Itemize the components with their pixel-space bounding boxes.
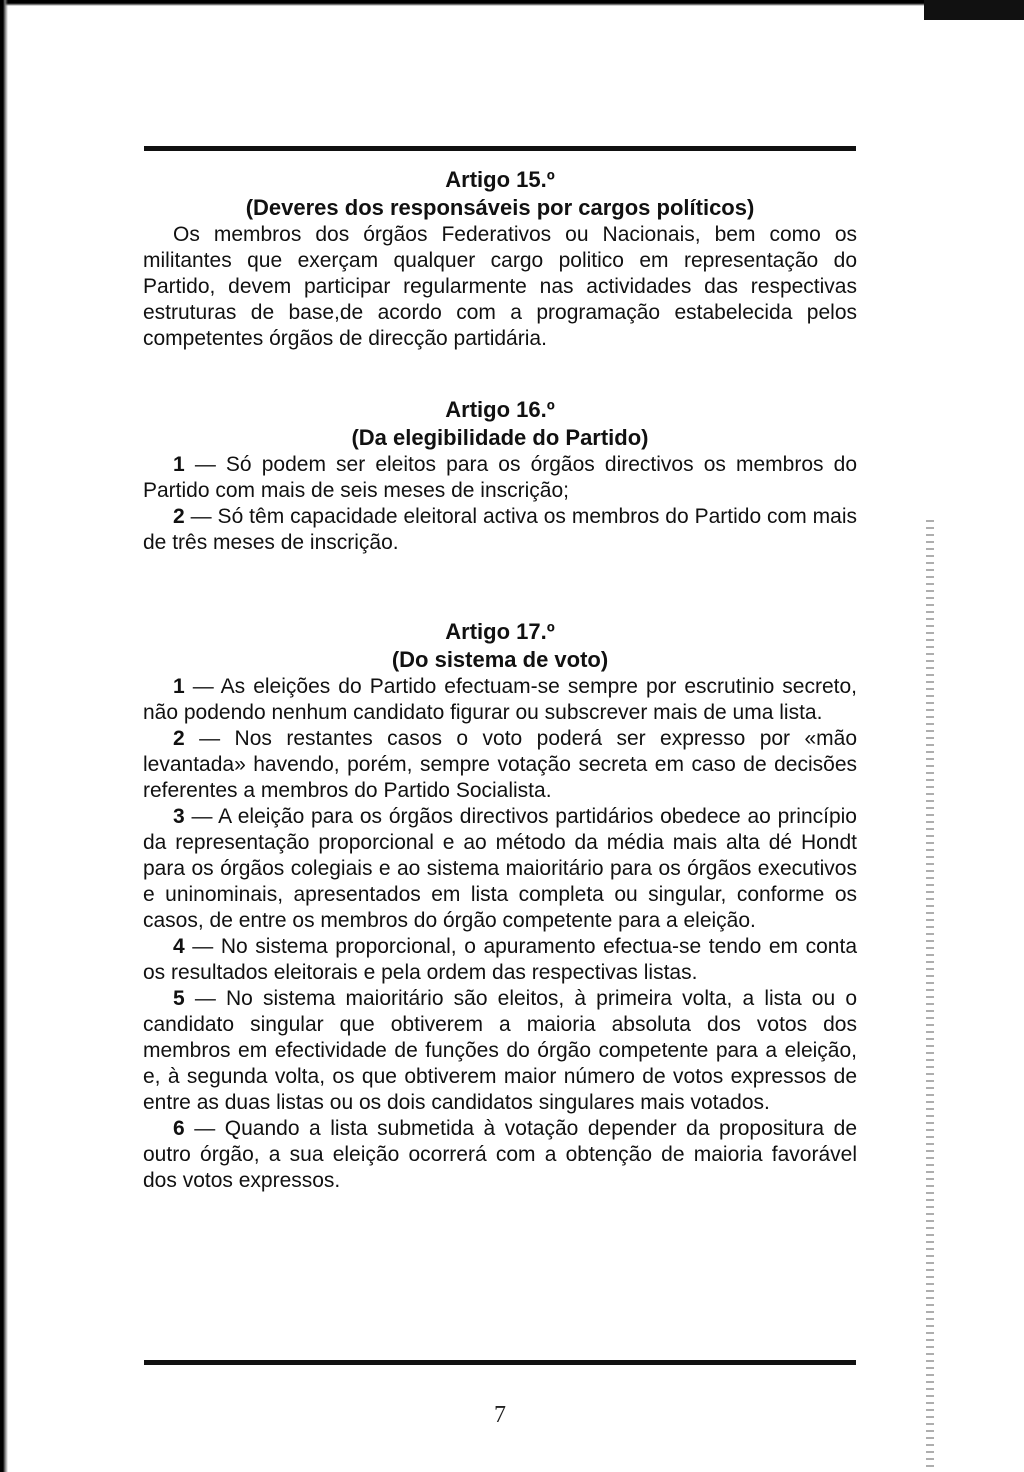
article-subtitle: (Deveres dos responsáveis por cargos políticos): [245, 195, 755, 220]
article-16: [143, 396, 857, 556]
paragraph-text: — A eleição para os órgãos directivos partidários obedece ao princípio da representação proporcional e ao método da média mais alta dé Hondt para os órgãos colegiais e ao sistema maioritário para os órgãos executivos e uninominais, apresentados em lista completa ou singular, conforme os casos, de entre os membros do órgão competente para a eleição.: [143, 805, 857, 932]
paragraph-text: — Quando a lista submetida à votação depender da propositura de outro órgão, a sua eleição ocorrerá com a obtenção de maioria favorável dos votos expressos.: [143, 1117, 857, 1192]
paragraph-number: 2: [173, 505, 185, 528]
paragraph-text: — Só têm capacidade eleitoral activa os membros do Partido com mais de três meses de inscrição.: [143, 505, 857, 554]
paragraph-number: 5: [173, 987, 185, 1010]
top-rule: [144, 146, 856, 151]
page-number: 7: [494, 1402, 506, 1428]
numbered-paragraph: [143, 934, 857, 986]
paragraph-number: 1: [173, 453, 185, 476]
paragraph-text: Os membros dos órgãos Federativos ou Nacionais, bem como os militantes que exerçam qualquer cargo politico em representação do Partido, devem participar regularmente nas actividades das respectivas estruturas de base,de acordo com a programação estabelecida pelos competentes órgãos de direcção partidária.: [143, 223, 857, 350]
numbered-paragraph: [143, 674, 857, 726]
article-heading: Artigo 16.º: [445, 397, 555, 422]
paragraph-text: — Só podem ser eleitos para os órgãos directivos os membros do Partido com mais de seis meses de inscrição;: [143, 453, 857, 502]
numbered-paragraph: [143, 452, 857, 504]
article-subtitle: (Da elegibilidade do Partido): [351, 425, 649, 450]
bottom-rule: [144, 1360, 856, 1365]
paragraph-text: — As eleições do Partido efectuam-se sempre por escrutinio secreto, não podendo nenhum candidato figurar ou subscrever mais de uma lista.: [143, 675, 857, 724]
paragraph-number: 4: [173, 935, 185, 958]
numbered-paragraph: [143, 804, 857, 934]
scan-border-top: [0, 0, 1024, 6]
article-17: [143, 618, 857, 1194]
scan-mark-top-right: [924, 0, 1024, 20]
numbered-paragraph: [143, 726, 857, 804]
paragraph-number: 3: [173, 805, 185, 828]
numbered-paragraph: [143, 504, 857, 556]
paragraph-text: — Nos restantes casos o voto poderá ser expresso por «mão levantada» havendo, porém, sempre votação secreta em caso de decisões referentes a membros do Partido Socialista.: [143, 727, 858, 802]
paragraph-number: 6: [173, 1117, 185, 1140]
paragraph-text: — No sistema maioritário são eleitos, à primeira volta, a lista ou o candidato singular que obtiverem a maioria absoluta dos votos dos membros em efectividade de funções do órgão competente para a eleição, e, à segunda volta, os que obtiverem maior número de votos expressos de entre as duas listas ou os dois candidatos singulares mais votados.: [143, 987, 857, 1114]
paragraph-number: 1: [173, 675, 185, 698]
document-body: [143, 166, 857, 1194]
scan-border-left: [0, 0, 8, 1472]
scan-noise-right: [926, 520, 934, 1470]
article-paragraph: [143, 222, 857, 352]
article-heading: Artigo 17.º: [445, 619, 555, 644]
article-heading: Artigo 15.º: [445, 167, 555, 192]
paragraph-number: 2: [173, 727, 185, 750]
paragraph-text: — No sistema proporcional, o apuramento efectua-se tendo em conta os resultados eleitorais e pela ordem das respectivas listas.: [143, 935, 857, 984]
numbered-paragraph: [143, 986, 857, 1116]
article-subtitle: (Do sistema de voto): [391, 647, 609, 672]
article-15: [143, 166, 857, 352]
numbered-paragraph: [143, 1116, 857, 1194]
